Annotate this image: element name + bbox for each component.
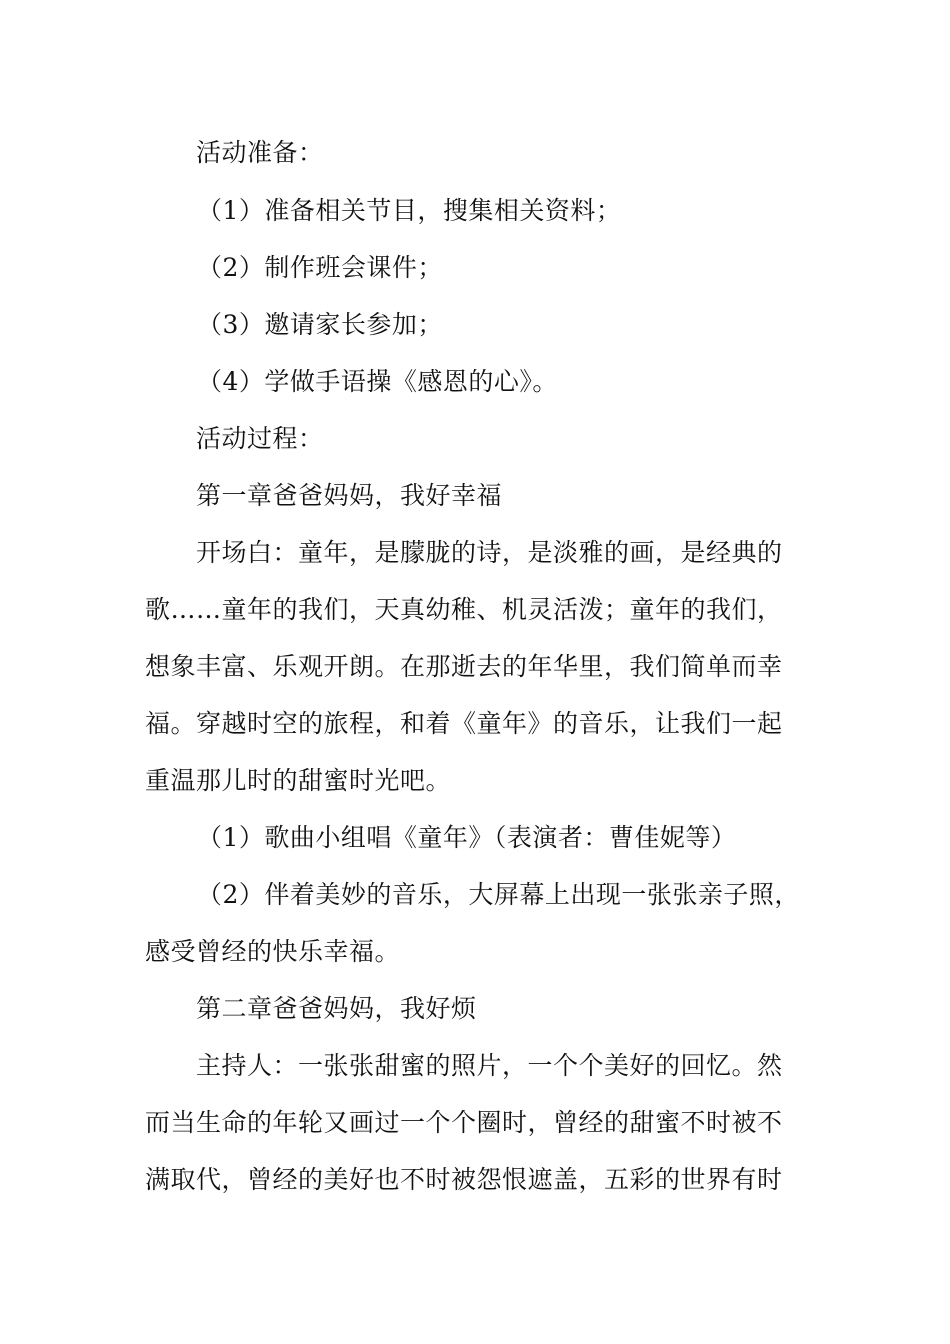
paragraph-line: 福。穿越时空的旅程，和着《童年》的音乐，让我们一起 [145,709,783,738]
chapter-one-item-1: （1）歌曲小组唱《童年》（表演者：曹佳妮等） [197,823,737,852]
paragraph-line: 重温那儿时的甜蜜时光吧。 [145,766,452,795]
preparation-item-1: （1）准备相关节目，搜集相关资料； [197,196,622,225]
paragraph-line: 而当生命的年轮又画过一个个圈时，曾经的甜蜜不时被不 [145,1108,783,1137]
paragraph-line: 开场白：童年，是朦胧的诗，是淡雅的画，是经典的 [196,538,783,567]
chapter-one-title: 第一章爸爸妈妈，我好幸福 [196,481,503,510]
paragraph-line: 歌……童年的我们，天真幼稚、机灵活泼；童年的我们， [145,595,783,624]
preparation-item-2: （2）制作班会课件； [197,253,443,282]
paragraph-line: 想象丰富、乐观开朗。在那逝去的年华里，我们简单而幸 [145,652,783,681]
preparation-item-3: （3）邀请家长参加； [197,310,443,339]
paragraph-line: 满取代，曾经的美好也不时被怨恨遮盖，五彩的世界有时 [145,1165,783,1194]
chapter-one-item-2: （2）伴着美妙的音乐，大屏幕上出现一张张亲子照， [197,880,800,909]
chapter-two-title: 第二章爸爸妈妈，我好烦 [196,994,477,1023]
preparation-item-4: （4）学做手语操《感恩的心》。 [197,367,558,396]
paragraph-line: 主持人：一张张甜蜜的照片，一个个美好的回忆。然 [196,1051,783,1080]
paragraph-line: 感受曾经的快乐幸福。 [145,937,401,966]
section-heading-process: 活动过程： [196,424,324,453]
section-heading-preparation: 活动准备： [196,138,324,167]
